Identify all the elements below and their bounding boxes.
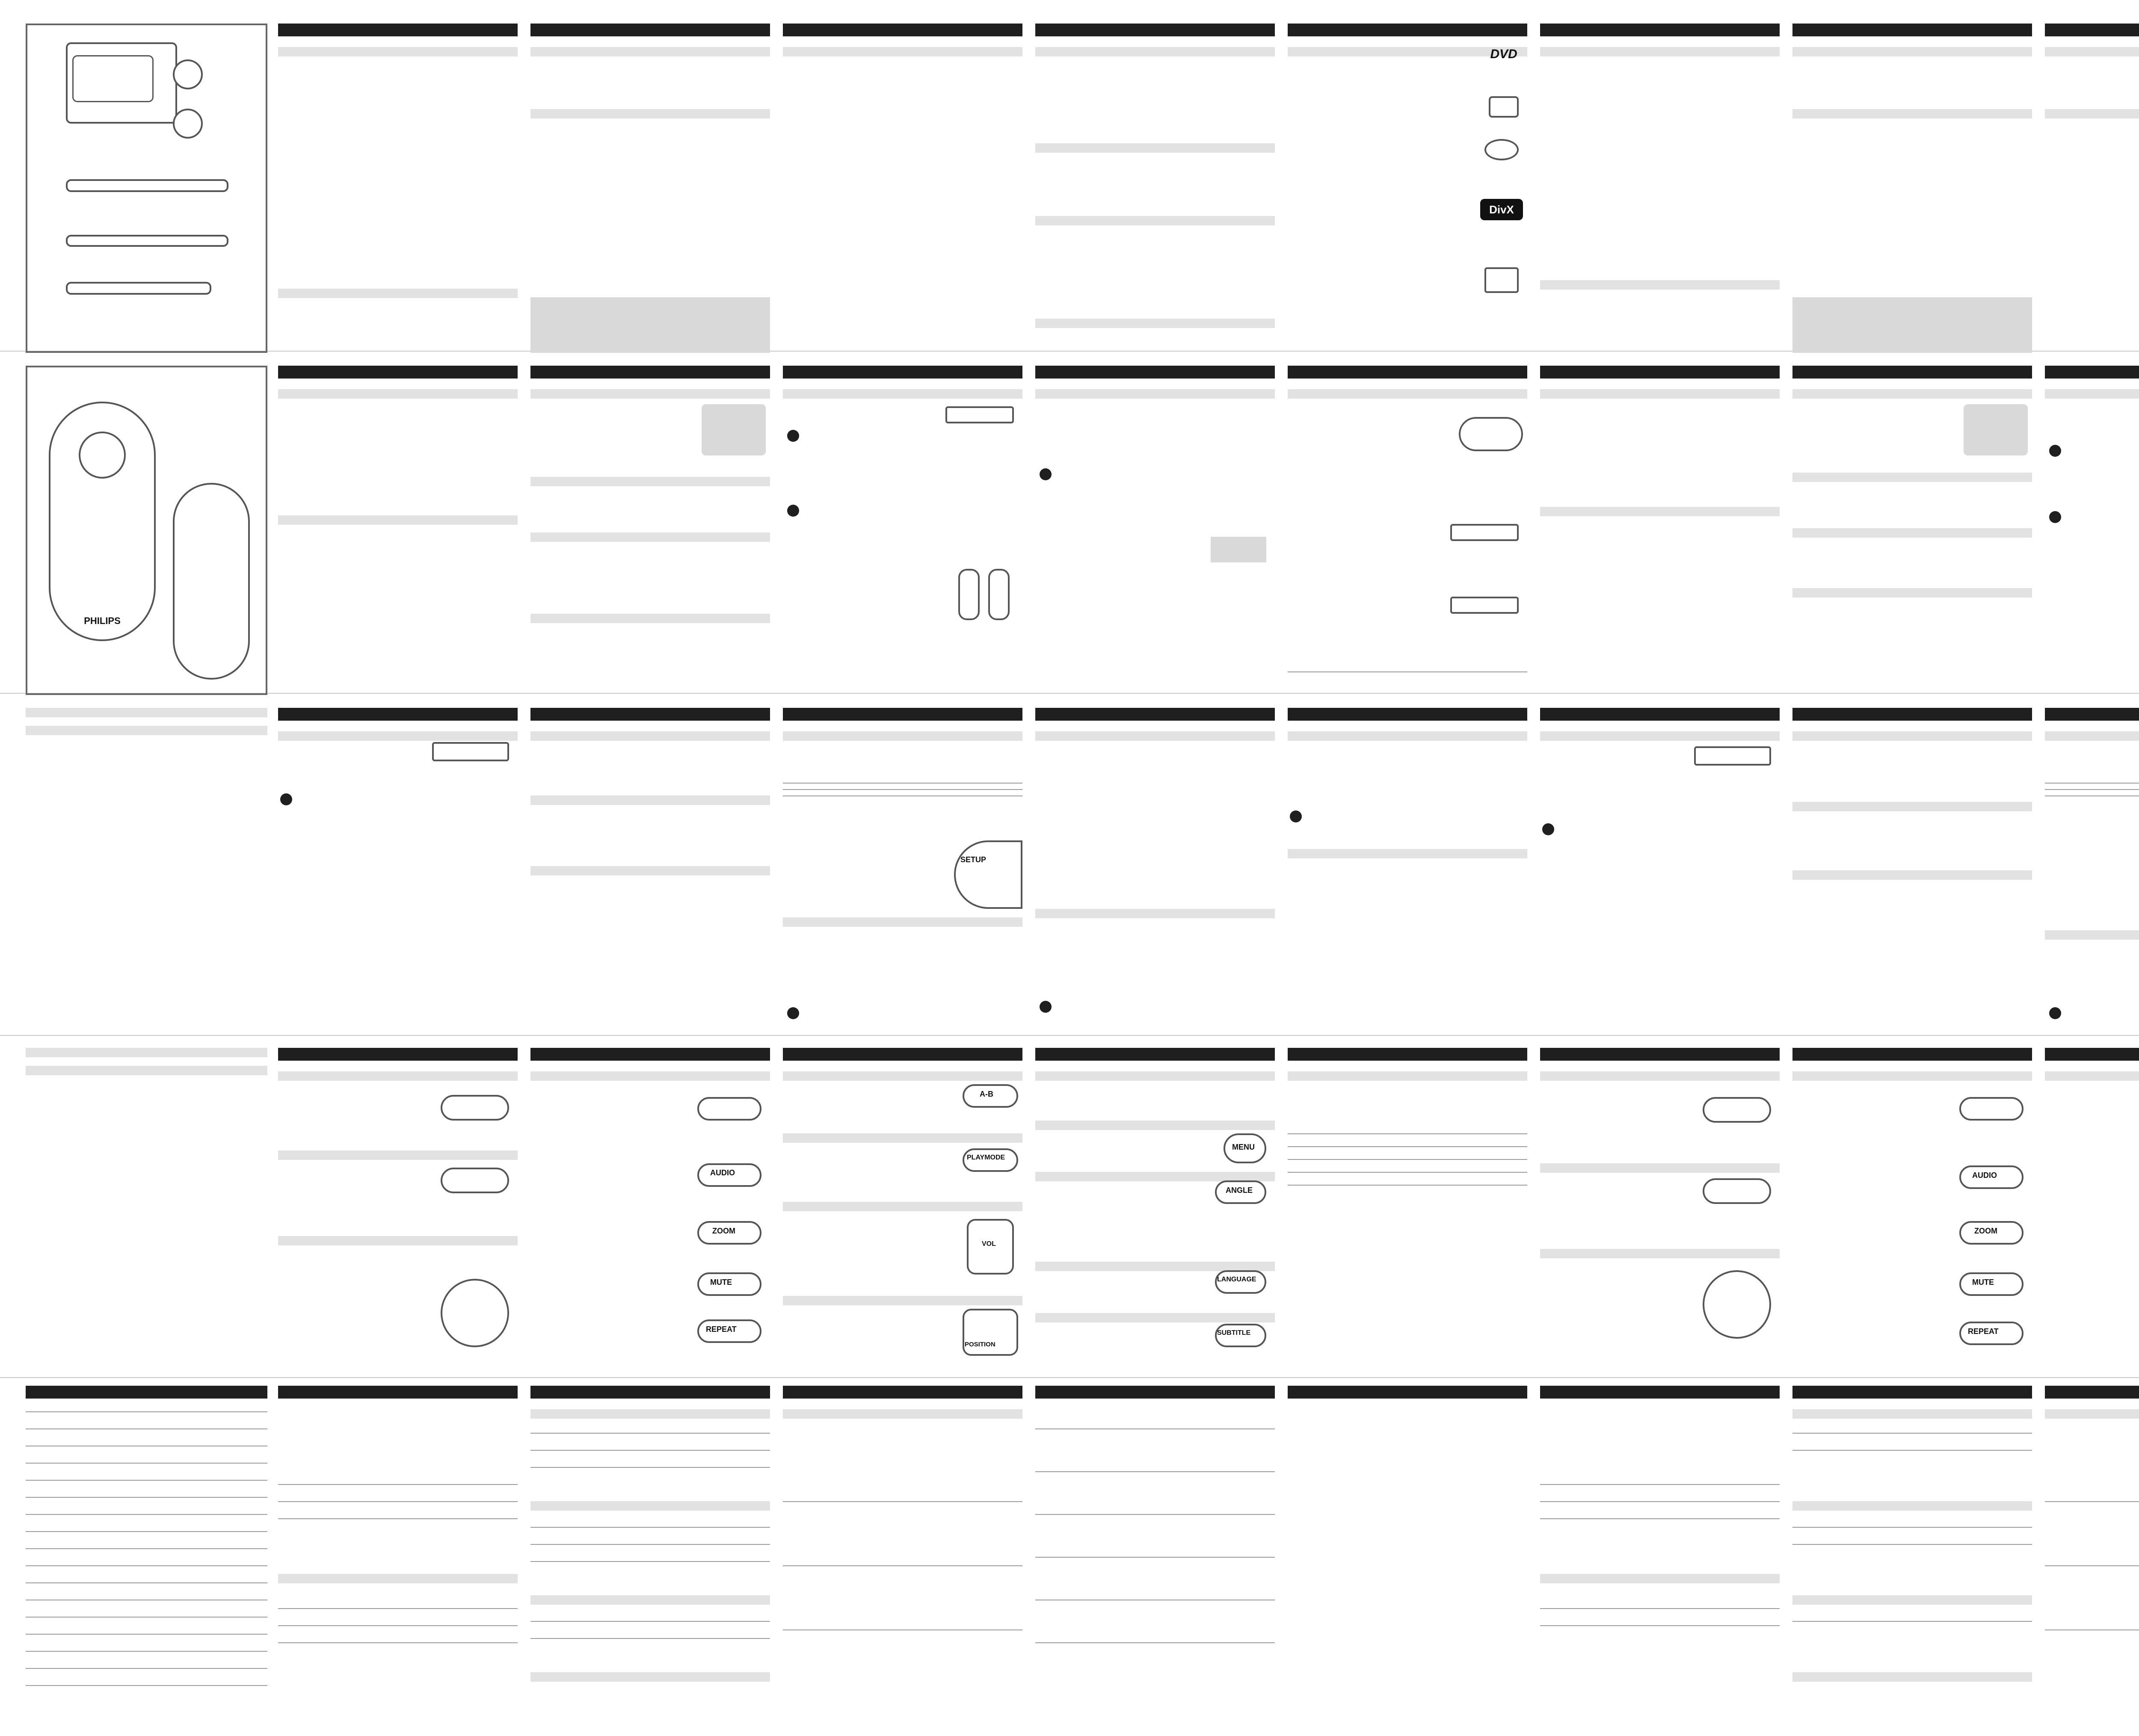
subtitle-button-label: SUBTITLE xyxy=(1217,1329,1251,1337)
panel xyxy=(1035,366,1275,695)
panel xyxy=(1288,1048,1527,1377)
panel xyxy=(2045,24,2139,353)
player-side xyxy=(66,179,228,192)
panel xyxy=(1540,1048,1780,1377)
panel xyxy=(1540,708,1780,1037)
angle-button-label: ANGLE xyxy=(1226,1186,1253,1195)
nav-pad xyxy=(173,59,203,89)
panel xyxy=(1792,366,2032,695)
player-side xyxy=(66,282,211,295)
fold-line xyxy=(0,1377,2139,1378)
divx-logo: DivX xyxy=(1480,199,1523,220)
panel xyxy=(783,1386,1022,1711)
panel xyxy=(1035,1048,1275,1377)
playmode-button-label: PLAYMODE xyxy=(967,1154,1005,1161)
panel xyxy=(26,708,267,1037)
remote-figure xyxy=(26,366,267,695)
panel xyxy=(278,708,518,1037)
player-side xyxy=(66,235,228,247)
brand-label: PHILIPS xyxy=(84,615,121,626)
audio-button-label: AUDIO xyxy=(710,1168,735,1177)
panel xyxy=(2045,1386,2139,1711)
panel xyxy=(530,1048,770,1377)
panel xyxy=(1288,1386,1527,1711)
menu-button-label: MENU xyxy=(1232,1143,1255,1151)
panel xyxy=(1792,708,2032,1037)
panel xyxy=(530,366,770,695)
panel xyxy=(1792,1048,2032,1377)
position-button-label: POSITION xyxy=(965,1341,995,1348)
remote-nav xyxy=(79,432,126,479)
panel xyxy=(278,366,518,695)
panel xyxy=(278,1386,518,1711)
vol-button-label: VOL xyxy=(982,1240,996,1248)
panel xyxy=(530,708,770,1037)
panel xyxy=(1288,24,1527,353)
panel xyxy=(1035,1386,1275,1711)
nav-pad xyxy=(173,109,203,139)
panel xyxy=(783,366,1022,695)
panel xyxy=(1792,1386,2032,1711)
ab-button-label: A-B xyxy=(980,1090,993,1098)
panel xyxy=(783,708,1022,1037)
panel xyxy=(783,1048,1022,1377)
panel xyxy=(2045,708,2139,1037)
zoom-button-label: ZOOM xyxy=(712,1227,735,1235)
panel xyxy=(26,1048,267,1377)
panel xyxy=(1288,366,1527,695)
repeat-button-label: REPEAT xyxy=(1968,1327,1999,1336)
remote-holder xyxy=(173,483,250,680)
player-screen xyxy=(72,55,154,102)
panel xyxy=(2045,1048,2139,1377)
panel xyxy=(26,1386,267,1711)
panel xyxy=(1540,24,1780,353)
device-overview-figure xyxy=(26,24,267,353)
language-button-label: LANGUAGE xyxy=(1217,1276,1256,1283)
zoom-button-label: ZOOM xyxy=(1974,1227,1997,1235)
audio-button-label: AUDIO xyxy=(1972,1171,1997,1180)
panel xyxy=(1792,24,2032,353)
panel xyxy=(530,1386,770,1711)
repeat-button-label: REPEAT xyxy=(706,1325,737,1334)
panel xyxy=(278,24,518,353)
panel xyxy=(1288,708,1527,1037)
disc-logo xyxy=(1484,267,1519,293)
panel xyxy=(278,1048,518,1377)
panel xyxy=(2045,366,2139,695)
panel xyxy=(783,24,1022,353)
setup-button-label: SETUP xyxy=(960,855,987,864)
panel xyxy=(1540,1386,1780,1711)
panel xyxy=(1035,708,1275,1037)
panel xyxy=(1035,24,1275,353)
disc-logo xyxy=(1484,139,1519,160)
panel xyxy=(1540,366,1780,695)
mute-button-label: MUTE xyxy=(710,1278,732,1286)
dvd-logo: DVD xyxy=(1490,47,1517,61)
disc-logo xyxy=(1489,96,1519,118)
panel xyxy=(530,24,770,353)
mute-button-label: MUTE xyxy=(1972,1278,1994,1286)
